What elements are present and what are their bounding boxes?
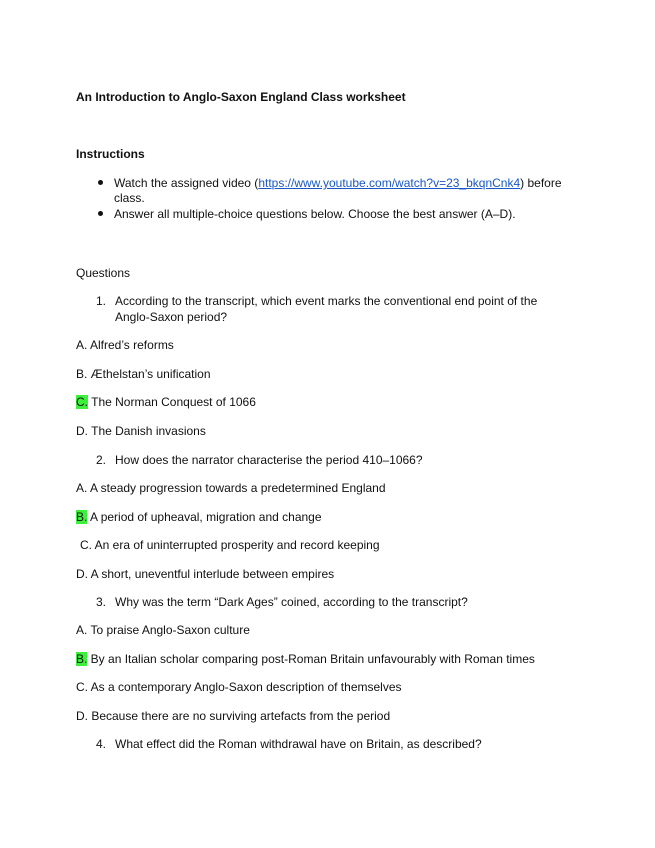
correct-answer-highlight: B. [76,510,88,524]
question-text: According to the transcript, which event marks the conventional end point of the [115,294,538,308]
question-text-continued: Anglo-Saxon period? [115,310,228,324]
bullet-icon [98,180,103,185]
answer-option: D. A short, uneventful interlude between empires [76,567,335,581]
question-number: 4. [96,737,107,751]
correct-answer-highlight: B. [76,652,88,666]
answer-option: C. An era of uninterrupted prosperity and record keeping [80,538,380,552]
instruction-item-answer: Answer all multiple-choice questions below. Choose the best answer (A–D). [114,207,516,221]
instruction-text-continued: class. [114,191,145,205]
answer-option: D. The Danish invasions [76,424,206,438]
question-number: 2. [96,453,107,467]
answer-option: A. To praise Anglo-Saxon culture [76,623,250,637]
video-link[interactable]: https://www.youtube.com/watch?v=23_bkqnCnk4 [258,176,521,190]
correct-answer-highlight: C. [76,395,88,409]
questions-heading: Questions [76,266,131,280]
question-number: 1. [96,294,107,308]
answer-option: C. As a contemporary Anglo-Saxon description of themselves [76,680,402,694]
bullet-icon [98,211,103,216]
instruction-item-video [114,176,562,190]
instruction-text: Watch the assigned video ( [114,176,259,190]
answer-option: A. A steady progression towards a predetermined England [76,481,386,495]
instructions-heading: Instructions [76,147,145,161]
question-text: How does the narrator characterise the period 410–1066? [115,453,423,467]
answer-option: D. Because there are no surviving artefacts from the period [76,709,391,723]
question-text: Why was the term “Dark Ages” coined, according to the transcript? [115,595,468,609]
instruction-text: ) before [520,176,562,190]
answer-text: By an Italian scholar comparing post-Roman Britain unfavourably with Roman times [87,652,535,666]
document-title: An Introduction to Anglo-Saxon England Class worksheet [76,90,406,104]
answer-option: A. Alfred’s reforms [76,338,174,352]
question-number: 3. [96,595,107,609]
answer-text: The Norman Conquest of 1066 [88,395,256,409]
answer-option-correct [76,395,256,409]
answer-text: A period of upheaval, migration and change [87,510,322,524]
answer-option-correct [76,510,322,524]
answer-option: B. Æthelstan’s unification [76,367,211,381]
question-text: What effect did the Roman withdrawal have on Britain, as described? [115,737,482,751]
answer-option-correct [76,652,535,666]
